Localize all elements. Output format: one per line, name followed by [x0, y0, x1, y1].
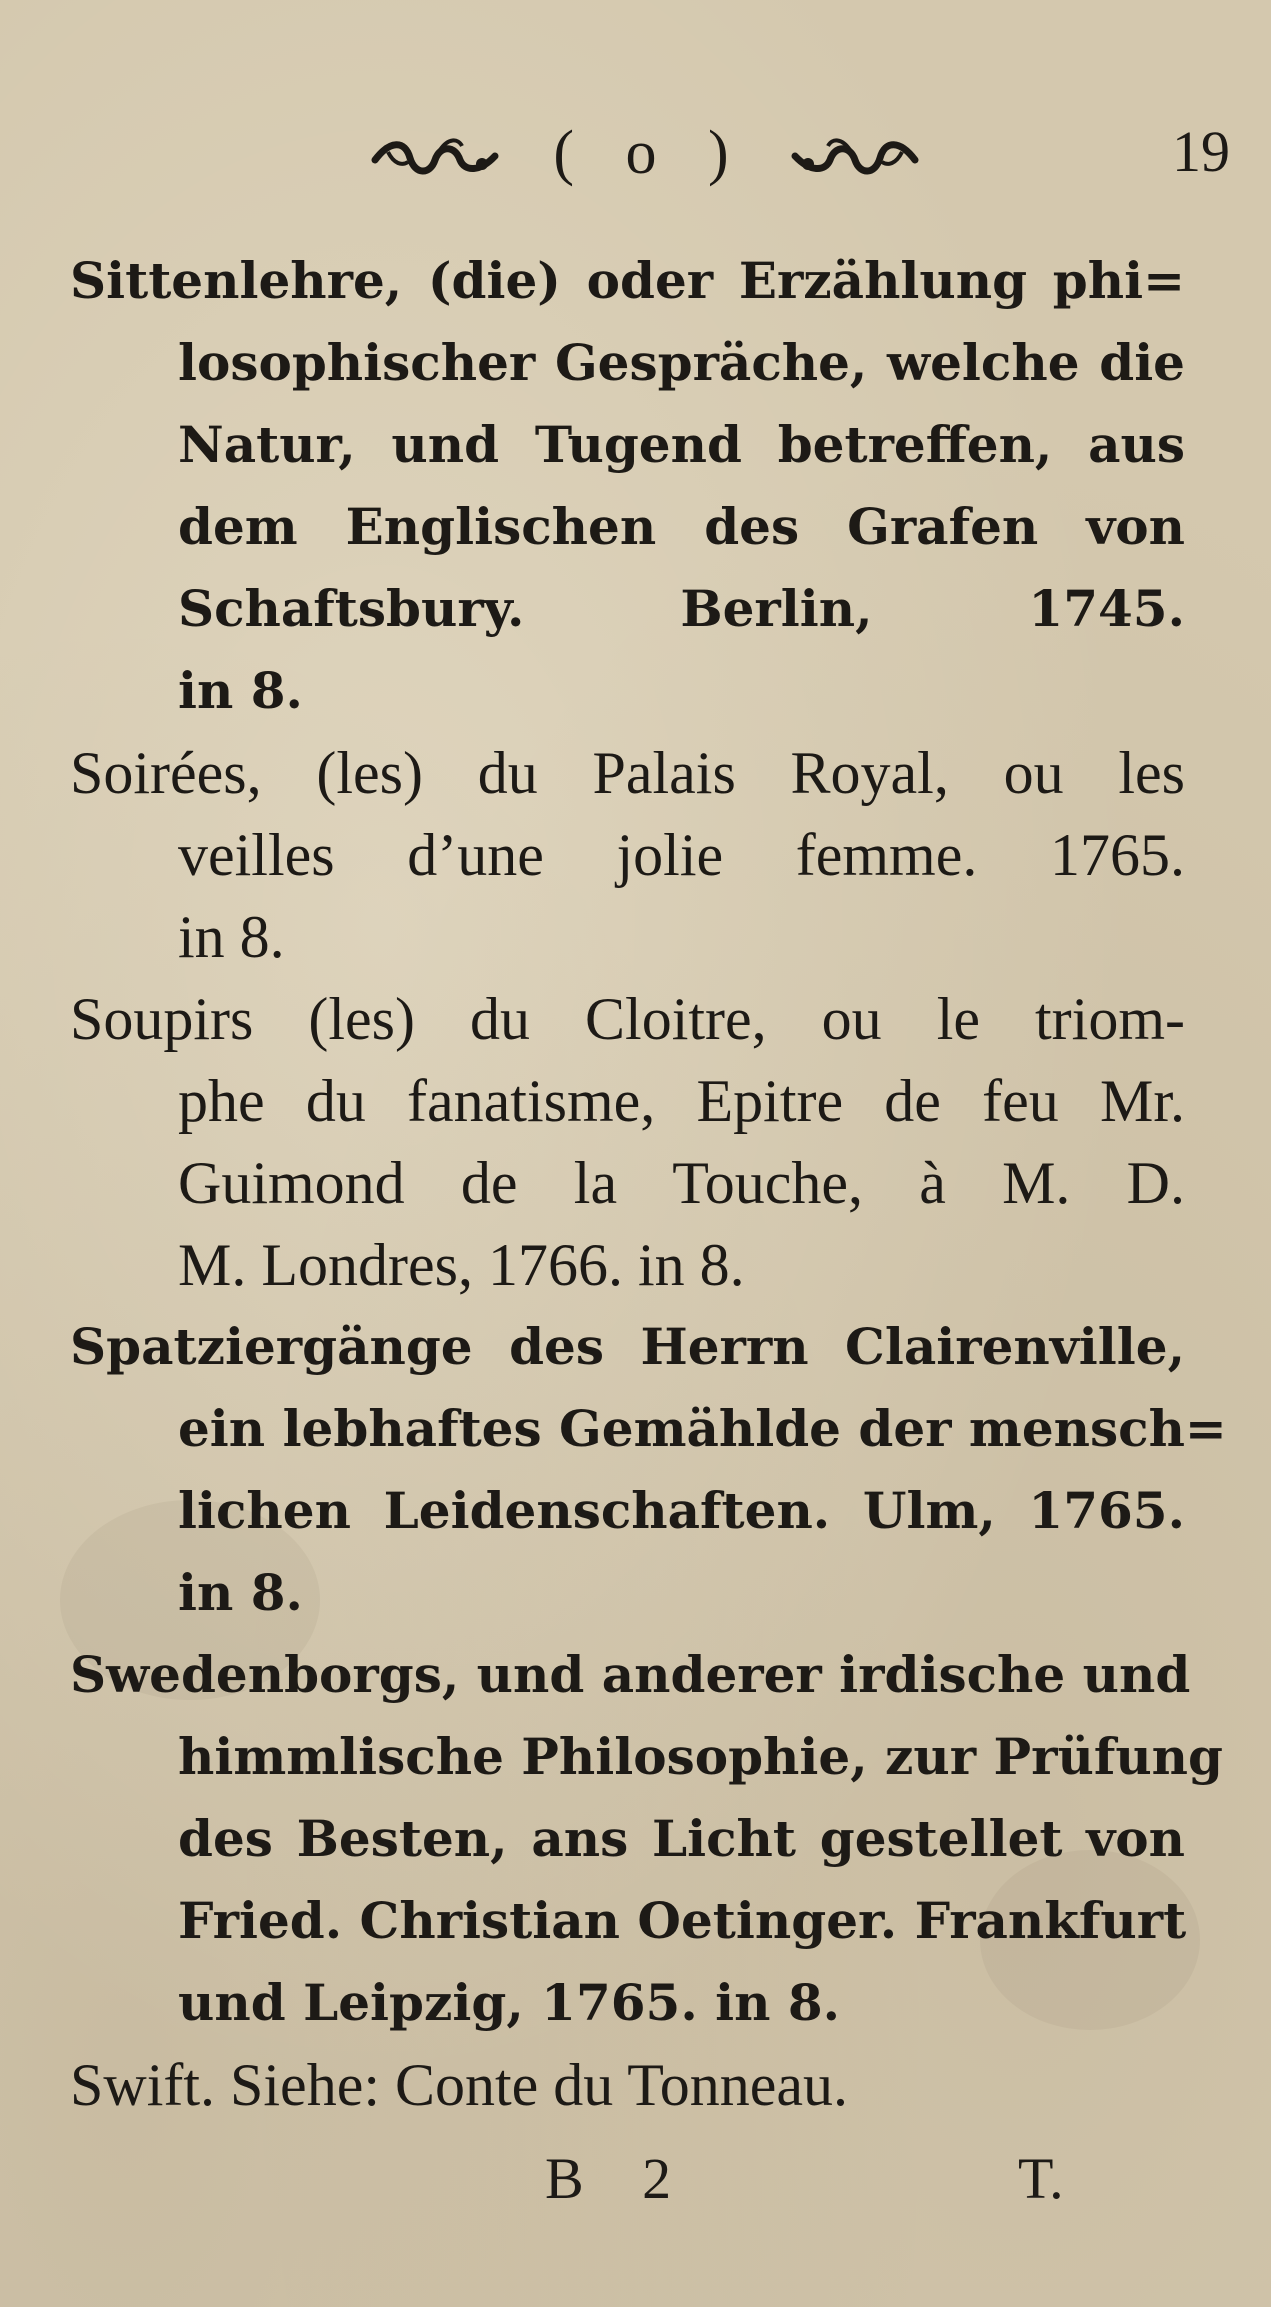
entry-line: Guimond de la Touche, à M. D.	[178, 1150, 1185, 1216]
entry-line: Schaftsbury. Berlin, 1745.	[178, 579, 1185, 638]
entry-line: losophischer Gespräche, welche die	[178, 333, 1185, 392]
entry-line: veilles d’une jolie femme. 1765.	[178, 822, 1185, 888]
entry-line: Swedenborgs, und anderer irdische und	[70, 1645, 1191, 1704]
leaf-scroll-ornament-icon	[370, 130, 500, 190]
entry-line: in 8.	[178, 904, 285, 970]
entry-line: Soupirs (les) du Cloitre, ou le triom-	[70, 986, 1185, 1052]
entry-line: Soirées, (les) du Palais Royal, ou les	[70, 740, 1185, 806]
signature-mark: B 2	[545, 2146, 694, 2211]
entry-line: in 8.	[178, 661, 303, 720]
catalogue-entry-swedenborgs	[70, 1634, 1223, 2044]
entry-line: phe du fanatisme, Epitre de feu Mr.	[178, 1068, 1185, 1134]
catalogue-entry-spatziergaenge	[70, 1306, 1227, 1634]
running-head	[370, 118, 930, 208]
entry-line: ein lebhaftes Gemählde der mensch=	[178, 1399, 1227, 1458]
page-marker: ( o )	[553, 119, 747, 187]
entry-line: Spatziergänge des Herrn Clairenville,	[70, 1317, 1185, 1376]
catalogue-entry-soirees	[70, 732, 1185, 978]
entry-line: lichen Leidenschaften. Ulm, 1765.	[178, 1481, 1185, 1540]
entry-line: in 8.	[178, 1563, 303, 1622]
leaf-scroll-ornament-icon	[790, 130, 920, 190]
catalogue-entry-sittenlehre	[70, 240, 1185, 732]
entry-line: M. Londres, 1766. in 8.	[178, 1232, 745, 1298]
entry-line: Swift. Siehe: Conte du Tonneau.	[70, 2052, 848, 2118]
catalogue-entry-swift	[70, 2044, 1185, 2126]
catchword: T.	[1018, 2146, 1064, 2211]
catalogue-entries	[70, 240, 1227, 2126]
entry-line: himmlische Philosophie, zur Prüfung	[178, 1727, 1223, 1786]
entry-line: Fried. Christian Oetinger. Frankfurt	[178, 1891, 1187, 1950]
entry-line: und Leipzig, 1765. in 8.	[178, 1973, 841, 2032]
entry-line: dem Englischen des Grafen von	[178, 497, 1185, 556]
page-number: 19	[1172, 119, 1230, 184]
entry-line: Natur, und Tugend betreffen, aus	[178, 415, 1185, 474]
catalogue-entry-soupirs	[70, 978, 1185, 1306]
entry-line: Sittenlehre, (die) oder Erzählung phi=	[70, 251, 1185, 310]
entry-line: des Besten, ans Licht gestellet von	[178, 1809, 1185, 1868]
